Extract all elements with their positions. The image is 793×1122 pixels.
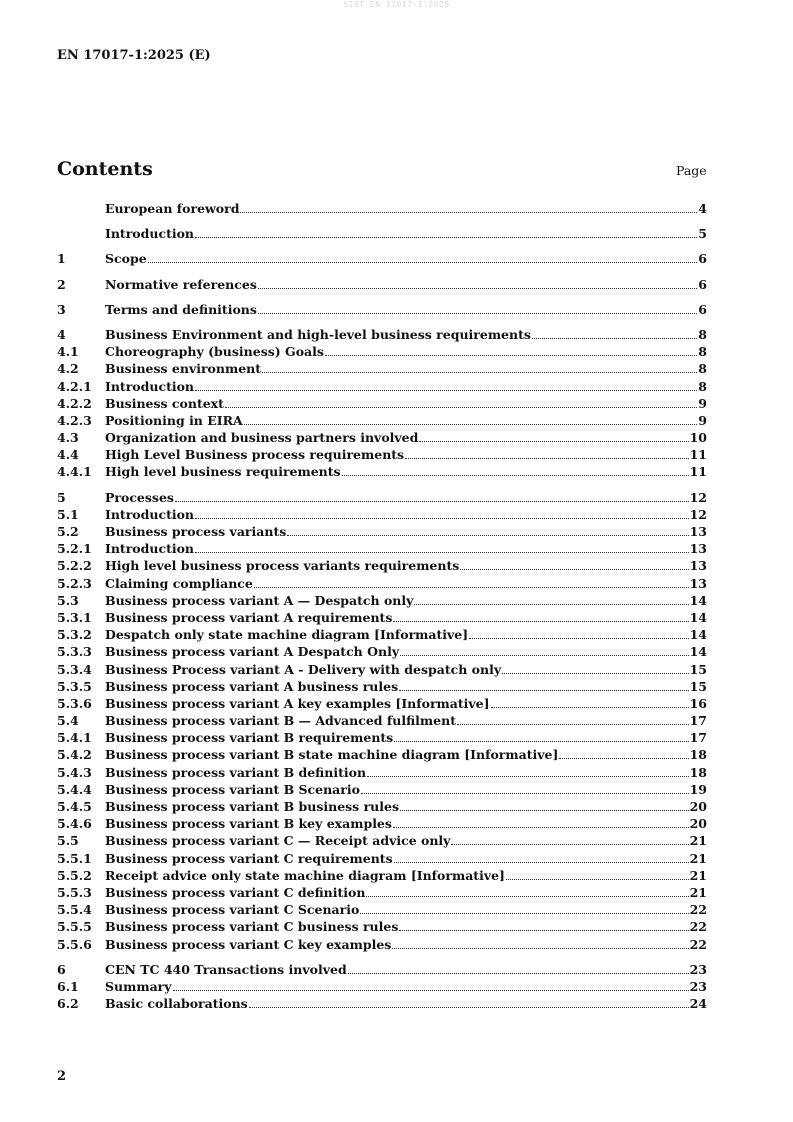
toc-entry-title: Business process variant B key examples (105, 816, 392, 832)
toc-dot-leader (173, 990, 689, 991)
toc-entry-number: 5.4.2 (57, 747, 92, 763)
toc-dot-leader (325, 355, 697, 356)
toc-entry-number: 5.4.3 (57, 764, 92, 780)
toc-entry-title: Business context (105, 395, 224, 411)
toc-entry-number: 4.2.1 (57, 378, 92, 394)
toc-group (57, 962, 707, 1014)
toc-entry-title: Business process variant C business rules (105, 919, 399, 935)
document-id: EN 17017-1:2025 (E) (57, 48, 211, 63)
toc-group (57, 327, 707, 482)
toc-entry-number: 5.3.2 (57, 627, 92, 643)
toc-entry[interactable] (57, 251, 707, 268)
toc-entry-page: 15 (689, 678, 707, 694)
toc-entry-page: 9 (698, 395, 707, 411)
toc-entry-number: 5.5.6 (57, 936, 92, 952)
toc-entry[interactable] (57, 344, 707, 361)
toc-entry[interactable] (57, 464, 707, 481)
toc-dot-leader (244, 424, 698, 425)
toc-entry[interactable] (57, 782, 707, 799)
toc-dot-leader (195, 518, 689, 519)
toc-entry-page: 18 (689, 764, 707, 780)
toc-dot-leader (394, 862, 689, 863)
toc-entry-title: Business process variant C — Receipt advice only (105, 833, 451, 849)
toc-entry-page: 8 (698, 361, 707, 377)
toc-entry-title: Basic collaborations (105, 996, 248, 1012)
toc-entry-title: Business process variant C definition (105, 884, 366, 900)
toc-dot-leader (249, 1007, 689, 1008)
toc-entry-number: 5.4.1 (57, 730, 92, 746)
toc-entry-number: 4.2.3 (57, 412, 92, 428)
toc-dot-leader (366, 896, 688, 897)
toc-entry-title: Despatch only state machine diagram [Informative] (105, 627, 469, 643)
toc-entry-title: Business process variant A key examples [Informative] (105, 695, 490, 711)
toc-entry-number: 6.2 (57, 996, 79, 1012)
table-of-contents (57, 201, 707, 1021)
toc-group (57, 251, 707, 268)
toc-entry-title: Scope (105, 251, 147, 267)
toc-dot-leader (469, 638, 688, 639)
toc-entry[interactable] (57, 524, 707, 541)
toc-entry-page: 10 (689, 430, 707, 446)
toc-entry[interactable] (57, 430, 707, 447)
toc-entry-page: 8 (698, 344, 707, 360)
toc-entry-number: 6.1 (57, 978, 79, 994)
toc-dot-leader (399, 930, 688, 931)
toc-dot-leader (559, 758, 688, 759)
toc-entry[interactable] (57, 816, 707, 833)
toc-entry-title: Business process variant B Scenario (105, 781, 360, 797)
toc-entry-title: Business process variant C Scenario (105, 902, 360, 918)
toc-dot-leader (348, 973, 689, 974)
toc-entry-page: 6 (698, 276, 707, 292)
toc-entry-title: Introduction (105, 506, 195, 522)
toc-entry[interactable] (57, 679, 707, 696)
toc-entry[interactable] (57, 490, 707, 507)
toc-entry-page: 6 (698, 301, 707, 317)
toc-entry-number: 5.1 (57, 506, 79, 522)
toc-entry-title: Business process variant A business rules (105, 678, 399, 694)
toc-entry-title: Business process variant A — Despatch only (105, 592, 414, 608)
toc-entry[interactable] (57, 851, 707, 868)
toc-entry-page: 14 (689, 609, 707, 625)
toc-entry-title: Business process variant A requirements (105, 609, 393, 625)
toc-entry-page: 8 (698, 378, 707, 394)
toc-entry-number: 4.2.2 (57, 395, 92, 411)
toc-dot-leader (195, 237, 697, 238)
toc-entry-number: 5.5.1 (57, 850, 92, 866)
toc-entry-page: 21 (689, 867, 707, 883)
toc-entry-title: Positioning in EIRA (105, 412, 243, 428)
toc-entry-page: 20 (689, 799, 707, 814)
toc-entry[interactable] (57, 277, 707, 294)
toc-entry-title: European foreword (105, 201, 240, 216)
toc-entry-title: Business process variant C key examples (105, 936, 392, 952)
toc-dot-leader (240, 212, 697, 213)
toc-dot-leader (414, 604, 688, 605)
toc-entry-number: 4.3 (57, 430, 79, 446)
toc-entry-page: 23 (689, 961, 707, 977)
toc-entry-title: Terms and definitions (105, 301, 257, 317)
toc-entry-number: 5.2 (57, 524, 79, 539)
toc-entry-page: 20 (689, 816, 707, 832)
toc-entry-number: 5.3.1 (57, 609, 92, 625)
toc-dot-leader (361, 793, 689, 794)
toc-entry-page: 21 (689, 833, 707, 849)
toc-entry-number: 5.3.4 (57, 661, 92, 677)
toc-entry-title: Business process variant C requirements (105, 850, 393, 866)
toc-entry-number: 5.5.5 (57, 919, 92, 935)
toc-dot-leader (195, 390, 697, 391)
toc-entry-number: 4 (57, 326, 66, 342)
toc-entry-page: 16 (689, 695, 707, 711)
toc-entry-page: 4 (698, 201, 707, 216)
toc-dot-leader (399, 690, 688, 691)
toc-entry[interactable] (57, 558, 707, 575)
toc-dot-leader (254, 587, 689, 588)
toc-dot-leader (491, 707, 689, 708)
toc-dot-leader (360, 913, 688, 914)
toc-dot-leader (195, 552, 689, 553)
toc-entry-number: 5.4 (57, 713, 79, 729)
toc-entry-number: 3 (57, 301, 66, 317)
toc-entry-title: Claiming compliance (105, 575, 253, 591)
toc-entry-page: 13 (689, 541, 707, 557)
toc-entry[interactable] (57, 302, 707, 319)
toc-entry[interactable] (57, 627, 707, 644)
toc-dot-leader (405, 458, 689, 459)
toc-entry-number: 5.2.3 (57, 575, 92, 591)
toc-entry-title: Normative references (105, 276, 257, 292)
toc-entry-page: 11 (689, 447, 707, 463)
toc-dot-leader (419, 441, 688, 442)
toc-dot-leader (460, 569, 688, 570)
toc-entry[interactable] (57, 713, 707, 730)
toc-entry[interactable] (57, 413, 707, 430)
toc-entry-title: Introduction (105, 378, 195, 394)
toc-entry-page: 22 (689, 936, 707, 952)
toc-dot-leader (400, 810, 689, 811)
toc-entry-number: 5.3 (57, 592, 79, 608)
toc-entry-page: 6 (698, 251, 707, 267)
toc-entry-number: 4.2 (57, 361, 79, 377)
toc-dot-leader (287, 535, 688, 536)
toc-entry-number: 5.3.6 (57, 695, 92, 711)
toc-group (57, 226, 707, 243)
page-column-label: Page (676, 163, 707, 178)
toc-entry[interactable] (57, 996, 707, 1013)
toc-entry-page: 17 (689, 730, 707, 746)
toc-dot-leader (506, 879, 689, 880)
toc-entry-title: High Level Business process requirements (105, 447, 405, 463)
toc-entry-page: 19 (689, 781, 707, 797)
toc-entry[interactable] (57, 507, 707, 524)
toc-entry-title: High level business process variants requirements (105, 558, 460, 574)
toc-entry[interactable] (57, 396, 707, 413)
toc-entry[interactable] (57, 919, 707, 936)
toc-entry-title: Choreography (business) Goals (105, 344, 324, 360)
toc-entry-page: 12 (689, 489, 707, 505)
toc-dot-leader (262, 372, 697, 373)
toc-entry[interactable] (57, 644, 707, 661)
toc-entry[interactable] (57, 610, 707, 627)
toc-entry-number: 4.4 (57, 447, 79, 463)
toc-entry[interactable] (57, 962, 707, 979)
toc-entry[interactable] (57, 447, 707, 464)
toc-entry-page: 13 (689, 575, 707, 591)
toc-entry[interactable] (57, 576, 707, 593)
toc-entry[interactable] (57, 730, 707, 747)
toc-entry-number: 4.4.1 (57, 464, 92, 480)
toc-entry[interactable] (57, 902, 707, 919)
toc-entry-page: 8 (698, 326, 707, 342)
toc-entry-title: Business process variant A Despatch Only (105, 644, 400, 660)
toc-dot-leader (502, 673, 689, 674)
toc-entry[interactable] (57, 593, 707, 610)
toc-entry-number: 5.5.4 (57, 902, 92, 918)
toc-dot-leader (175, 501, 689, 502)
toc-entry[interactable] (57, 696, 707, 713)
toc-entry[interactable] (57, 747, 707, 764)
page-number: 2 (57, 1069, 67, 1084)
toc-entry-number: 5.5 (57, 833, 79, 849)
toc-entry-page: 5 (698, 226, 707, 242)
toc-entry-number: 5.4.6 (57, 816, 92, 832)
toc-entry-title: Receipt advice only state machine diagram [Informative] (105, 867, 505, 883)
toc-entry-title: Business Environment and high-level business requirements (105, 326, 531, 342)
toc-entry-number: 5.3.5 (57, 678, 92, 694)
toc-entry[interactable] (57, 226, 707, 243)
toc-dot-leader (400, 655, 688, 656)
toc-entry-number: 5.2.1 (57, 541, 92, 557)
toc-entry-title: Organization and business partners involved (105, 430, 419, 446)
toc-entry[interactable] (57, 327, 707, 344)
toc-entry-title: Summary (105, 978, 172, 994)
toc-entry-page: 15 (689, 661, 707, 677)
toc-entry-page: 23 (689, 978, 707, 994)
toc-entry-title: Business process variant B requirements (105, 730, 394, 746)
toc-entry-page: 9 (698, 412, 707, 428)
toc-entry-number: 5.2.2 (57, 558, 92, 574)
toc-dot-leader (367, 776, 689, 777)
toc-entry[interactable] (57, 885, 707, 902)
toc-dot-leader (392, 948, 688, 949)
toc-entry-page: 21 (689, 850, 707, 866)
toc-entry[interactable] (57, 979, 707, 996)
toc-group (57, 302, 707, 319)
toc-dot-leader (225, 407, 697, 408)
toc-dot-leader (393, 827, 689, 828)
toc-entry-page: 24 (689, 996, 707, 1012)
toc-entry-page: 11 (689, 464, 707, 480)
toc-entry-title: Business process variant B state machine diagram [Informative] (105, 747, 559, 763)
toc-entry[interactable] (57, 833, 707, 850)
toc-dot-leader (457, 724, 689, 725)
toc-entry-number: 5.4.4 (57, 781, 92, 797)
toc-entry-page: 13 (689, 558, 707, 574)
watermark: SIST EN 17017-1:2025 (343, 0, 450, 9)
toc-entry-page: 14 (689, 644, 707, 660)
toc-entry-page: 22 (689, 902, 707, 918)
toc-dot-leader (451, 844, 688, 845)
toc-dot-leader (394, 741, 688, 742)
toc-entry-title: Processes (105, 489, 174, 505)
toc-entry-page: 13 (689, 524, 707, 539)
toc-entry[interactable] (57, 361, 707, 378)
toc-entry[interactable] (57, 379, 707, 396)
toc-entry-number: 4.1 (57, 344, 79, 360)
toc-entry-page: 12 (689, 506, 707, 522)
toc-entry-title: Business process variant B definition (105, 764, 367, 780)
toc-dot-leader (258, 288, 697, 289)
toc-entry-title: Business Process variant A - Delivery with despatch only (105, 661, 502, 677)
toc-entry[interactable] (57, 765, 707, 782)
toc-dot-leader (393, 621, 688, 622)
toc-dot-leader (148, 262, 698, 263)
toc-entry-page: 21 (689, 884, 707, 900)
toc-group (57, 201, 707, 218)
toc-entry-title: Business process variant B — Advanced fulfilment (105, 713, 456, 729)
toc-entry-title: Introduction (105, 226, 195, 242)
toc-entry-number: 6 (57, 961, 66, 977)
toc-entry-number: 5.5.3 (57, 884, 92, 900)
toc-entry-number: 5.4.5 (57, 799, 92, 814)
toc-entry[interactable] (57, 201, 707, 218)
toc-entry-number: 5.3.3 (57, 644, 92, 660)
toc-entry-page: 17 (689, 713, 707, 729)
toc-entry-title: Introduction (105, 541, 195, 557)
toc-entry-title: Business process variant B business rules (105, 799, 399, 814)
toc-entry-number: 2 (57, 276, 66, 292)
toc-entry-title: CEN TC 440 Transactions involved (105, 961, 347, 977)
toc-entry-page: 14 (689, 592, 707, 608)
toc-entry-number: 5.5.2 (57, 867, 92, 883)
page-title: Contents (57, 158, 153, 180)
toc-dot-leader (258, 313, 697, 314)
toc-entry-page: 18 (689, 747, 707, 763)
toc-group (57, 277, 707, 294)
toc-entry-page: 14 (689, 627, 707, 643)
toc-entry-title: Business process variants (105, 524, 287, 539)
toc-group (57, 490, 707, 954)
toc-entry-title: High level business requirements (105, 464, 341, 480)
toc-entry[interactable] (57, 662, 707, 679)
toc-entry-page: 22 (689, 919, 707, 935)
toc-entry[interactable] (57, 868, 707, 885)
toc-entry-number: 5 (57, 489, 66, 505)
toc-entry[interactable] (57, 799, 707, 816)
toc-dot-leader (532, 338, 697, 339)
toc-entry[interactable] (57, 541, 707, 558)
toc-entry[interactable] (57, 937, 707, 954)
toc-entry-number: 1 (57, 251, 66, 267)
toc-entry-title: Business environment (105, 361, 262, 377)
toc-dot-leader (342, 475, 689, 476)
